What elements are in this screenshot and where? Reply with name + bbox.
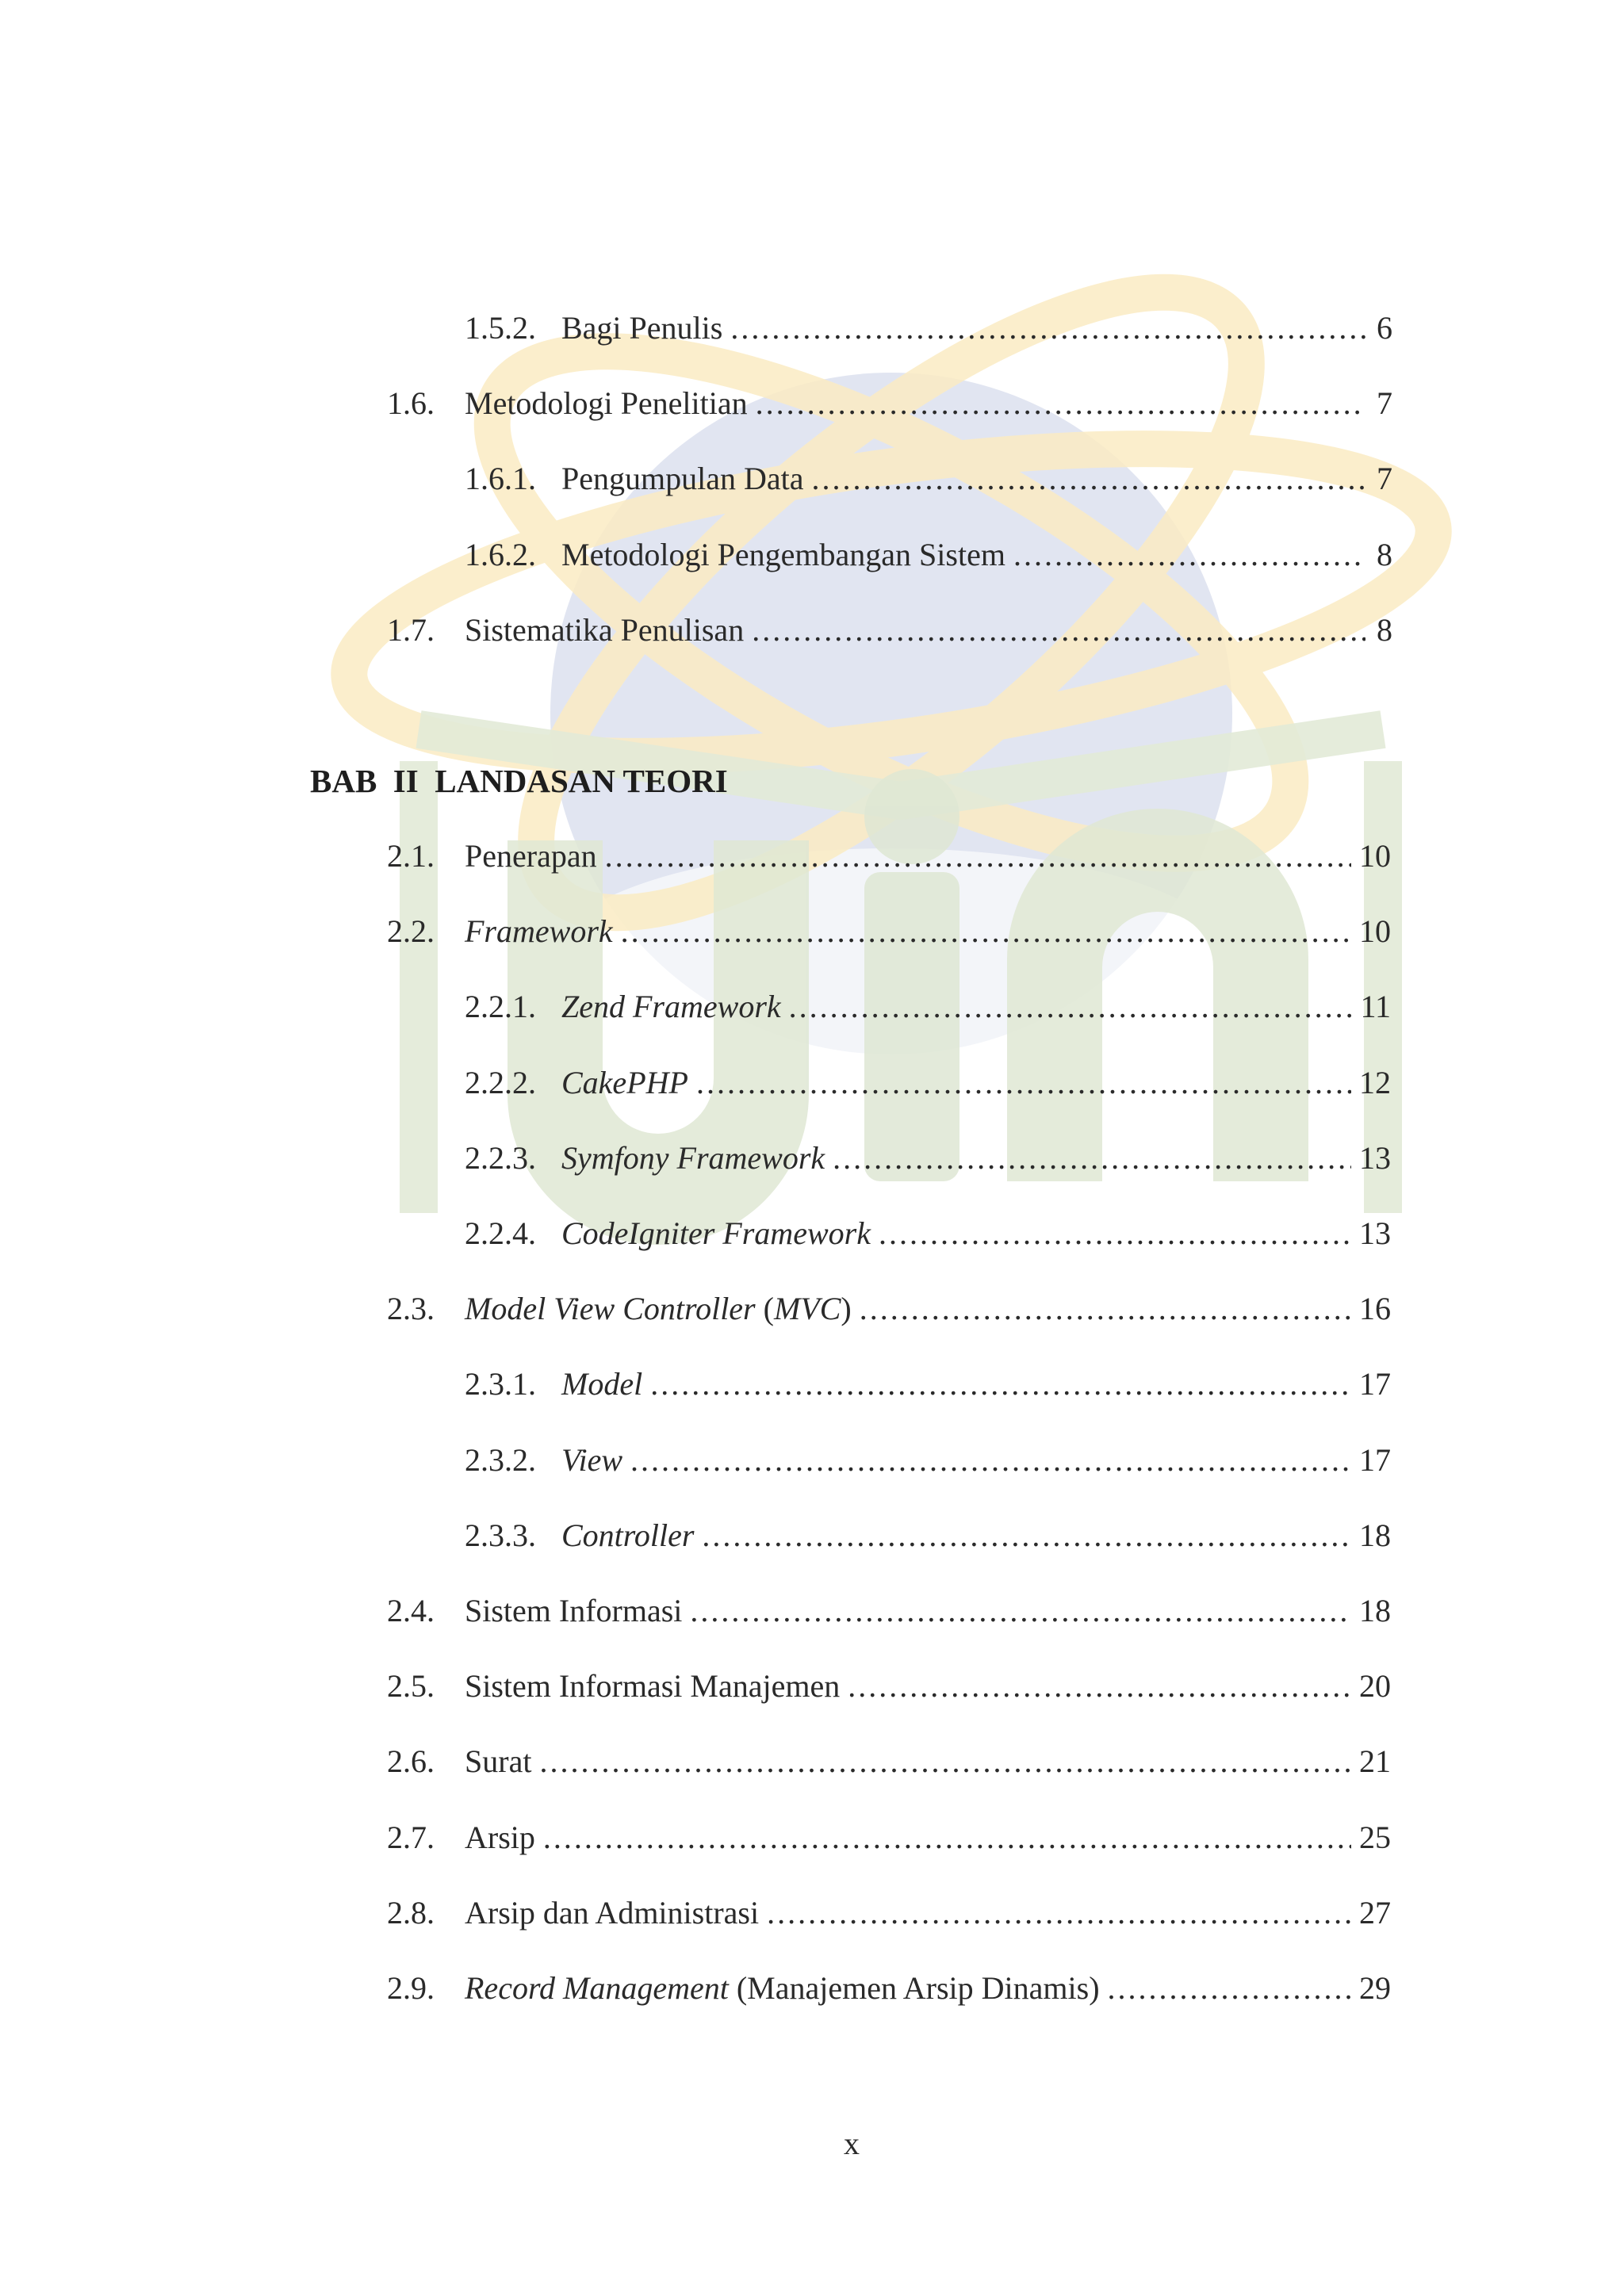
toc-entry xyxy=(465,1059,1391,1107)
toc-entry-number: 2.4. xyxy=(387,1593,435,1628)
toc-entry-title-segment: Surat xyxy=(465,1743,532,1780)
toc-entry xyxy=(465,304,1392,352)
toc-entry-title xyxy=(561,455,804,503)
toc-entry-page: 7 xyxy=(1377,385,1392,422)
dot-leader xyxy=(690,1587,1351,1635)
toc-entry-title xyxy=(465,380,748,427)
toc-entry-number: 2.3. xyxy=(387,1291,435,1327)
toc-entry-title-segment: Bagi Penulis xyxy=(561,310,723,346)
toc-entry-title-segment: Sistematika Penulisan xyxy=(465,611,745,648)
chapter-heading: BAB II LANDASAN TEORI xyxy=(310,763,728,799)
dot-leader xyxy=(1013,531,1365,579)
toc-entry-number: 1.6.1. xyxy=(465,461,536,497)
toc-entry-title-segment: Symfony Framework xyxy=(561,1139,825,1176)
toc-entry xyxy=(387,832,1391,880)
toc-entry-page: 10 xyxy=(1359,913,1391,950)
toc-entry-page: 17 xyxy=(1359,1441,1391,1478)
toc-entry-number: 2.3.1. xyxy=(465,1366,536,1402)
toc-entry-title xyxy=(561,304,722,352)
dot-leader xyxy=(630,1437,1351,1484)
toc-entry-number: 2.2.4. xyxy=(465,1215,536,1251)
toc-entry-page: 18 xyxy=(1359,1593,1391,1628)
toc-entry-title-segment: CodeIgniter Framework xyxy=(561,1215,871,1251)
dot-leader xyxy=(730,304,1365,352)
toc-entry xyxy=(387,1587,1391,1635)
toc-entry-page: 16 xyxy=(1359,1291,1391,1327)
toc-entry xyxy=(387,1814,1391,1862)
toc-entry-number: 2.6. xyxy=(387,1743,435,1780)
toc-entry-title-segment: MVC xyxy=(773,1291,841,1327)
toc-entry-title-segment: CakePHP xyxy=(561,1064,688,1100)
toc-entry xyxy=(465,1360,1391,1408)
toc-entry xyxy=(387,1965,1391,2012)
toc-entry-title xyxy=(561,1210,871,1257)
toc-entry-page: 13 xyxy=(1359,1215,1391,1251)
toc-entry-page: 29 xyxy=(1359,1970,1391,2006)
toc-entry-title xyxy=(561,1437,622,1484)
toc-entry-title-segment: Arsip dan Administrasi xyxy=(465,1894,760,1931)
toc-entry-title-segment: Metodologi Pengembangan Sistem xyxy=(561,536,1005,572)
dot-leader xyxy=(789,983,1353,1031)
toc-entry-page: 27 xyxy=(1359,1894,1391,1931)
toc-entry xyxy=(465,983,1391,1031)
toc-entry-number: 2.9. xyxy=(387,1970,435,2006)
toc-entry xyxy=(465,455,1392,503)
toc-entry-title-segment: ) xyxy=(841,1291,852,1327)
toc-entry xyxy=(465,1437,1391,1484)
toc-entry-number: 2.1. xyxy=(387,838,435,874)
toc-entry xyxy=(387,908,1391,955)
toc-entry-title xyxy=(465,1814,535,1862)
dot-leader xyxy=(543,1814,1351,1862)
toc-entry-title xyxy=(465,832,597,880)
toc-entry-title-segment: Record Management xyxy=(465,1970,729,2006)
toc-entry-number: 2.3.3. xyxy=(465,1517,536,1553)
dot-leader xyxy=(539,1738,1351,1785)
toc-entry xyxy=(387,1889,1391,1937)
toc-entry-title-segment: Metodologi Penelitian xyxy=(465,385,748,422)
toc-entry-title xyxy=(465,1889,759,1937)
toc-entry-title-segment: Model View Controller xyxy=(465,1291,756,1327)
toc-entry-number: 1.5.2. xyxy=(465,310,536,346)
toc-entry xyxy=(387,380,1392,427)
toc-entry-number: 2.8. xyxy=(387,1894,435,1931)
dot-leader xyxy=(833,1135,1351,1182)
toc-entry-title-segment: Sistem Informasi xyxy=(465,1593,683,1628)
toc-entry-title-segment: Zend Framework xyxy=(561,989,781,1025)
toc-entry-page: 8 xyxy=(1377,536,1392,572)
toc-entry-page: 21 xyxy=(1359,1743,1391,1780)
dot-leader xyxy=(621,908,1351,955)
toc-entry-title xyxy=(561,1135,825,1182)
toc-entry-number: 2.2.3. xyxy=(465,1139,536,1176)
toc-entry-page: 25 xyxy=(1359,1819,1391,1855)
toc-entry-title-segment: Model xyxy=(561,1366,643,1402)
dot-leader xyxy=(756,380,1365,427)
toc-entry-number: 1.6.2. xyxy=(465,536,536,572)
toc-entry xyxy=(465,531,1392,579)
toc-entry-title-segment: (Manajemen Arsip Dinamis) xyxy=(728,1970,1100,2006)
toc-entry-title xyxy=(465,1285,852,1333)
dot-leader xyxy=(860,1285,1351,1333)
toc-entry-title xyxy=(561,1512,694,1559)
toc-entry xyxy=(387,607,1392,654)
toc-entry-page: 17 xyxy=(1359,1366,1391,1402)
toc-entry xyxy=(387,1738,1391,1785)
dot-leader xyxy=(812,455,1366,503)
toc-entry-title xyxy=(465,908,613,955)
dot-leader xyxy=(696,1059,1351,1107)
dot-leader xyxy=(702,1512,1351,1559)
dot-leader xyxy=(752,607,1365,654)
toc-entry-title xyxy=(561,983,781,1031)
toc-entry-number: 2.3.2. xyxy=(465,1441,536,1478)
toc-entry-number: 2.2.1. xyxy=(465,989,536,1025)
toc-entry-page: 18 xyxy=(1359,1517,1391,1553)
page-number: x xyxy=(844,2126,860,2161)
toc-entry-page: 8 xyxy=(1377,611,1392,648)
dot-leader xyxy=(848,1663,1351,1710)
toc-entry-title-segment: Controller xyxy=(561,1517,695,1553)
toc-entry-title xyxy=(465,1738,531,1785)
toc-entry-title xyxy=(561,1059,688,1107)
toc-entry-title-segment: View xyxy=(561,1441,623,1478)
toc-entry xyxy=(465,1135,1391,1182)
toc-entry-title xyxy=(465,1587,682,1635)
toc-entry-page: 13 xyxy=(1359,1139,1391,1176)
dot-leader xyxy=(879,1210,1351,1257)
toc-entry-number: 2.7. xyxy=(387,1819,435,1855)
toc-entry-title xyxy=(561,531,1005,579)
dot-leader xyxy=(767,1889,1351,1937)
toc-entry-title xyxy=(465,607,744,654)
toc-entry xyxy=(465,1512,1391,1559)
toc-entry-title-segment: Sistem Informasi Manajemen xyxy=(465,1668,841,1705)
toc-entry-number: 2.5. xyxy=(387,1668,435,1705)
toc-entry xyxy=(387,1285,1391,1333)
toc-entry-title-segment: Penerapan xyxy=(465,838,597,874)
toc-entry xyxy=(387,1663,1391,1710)
toc-entry-page: 7 xyxy=(1377,461,1392,497)
toc-entry-title-segment: Arsip xyxy=(465,1819,535,1855)
dot-leader xyxy=(1108,1965,1351,2012)
toc-entry-number: 2.2.2. xyxy=(465,1064,536,1100)
toc-entry-number: 1.7. xyxy=(387,611,435,648)
toc-entry-page: 11 xyxy=(1360,989,1391,1025)
toc-entry-title-segment: Framework xyxy=(465,913,613,950)
toc-entry-page: 6 xyxy=(1377,310,1392,346)
toc-entry-title xyxy=(465,1663,840,1710)
toc-entry-title-segment: ( xyxy=(755,1291,774,1327)
toc-entry-title-segment: Pengumpulan Data xyxy=(561,461,804,497)
toc-entry-page: 12 xyxy=(1359,1064,1391,1100)
toc-entry xyxy=(465,1210,1391,1257)
dot-leader xyxy=(605,832,1351,880)
toc-entry-title xyxy=(465,1965,1100,2012)
toc-entry-title xyxy=(561,1360,642,1408)
dot-leader xyxy=(650,1360,1351,1408)
toc-entry-page: 20 xyxy=(1359,1668,1391,1705)
toc-entry-number: 2.2. xyxy=(387,913,435,950)
toc-entry-page: 10 xyxy=(1359,838,1391,874)
toc-entry-number: 1.6. xyxy=(387,385,435,422)
